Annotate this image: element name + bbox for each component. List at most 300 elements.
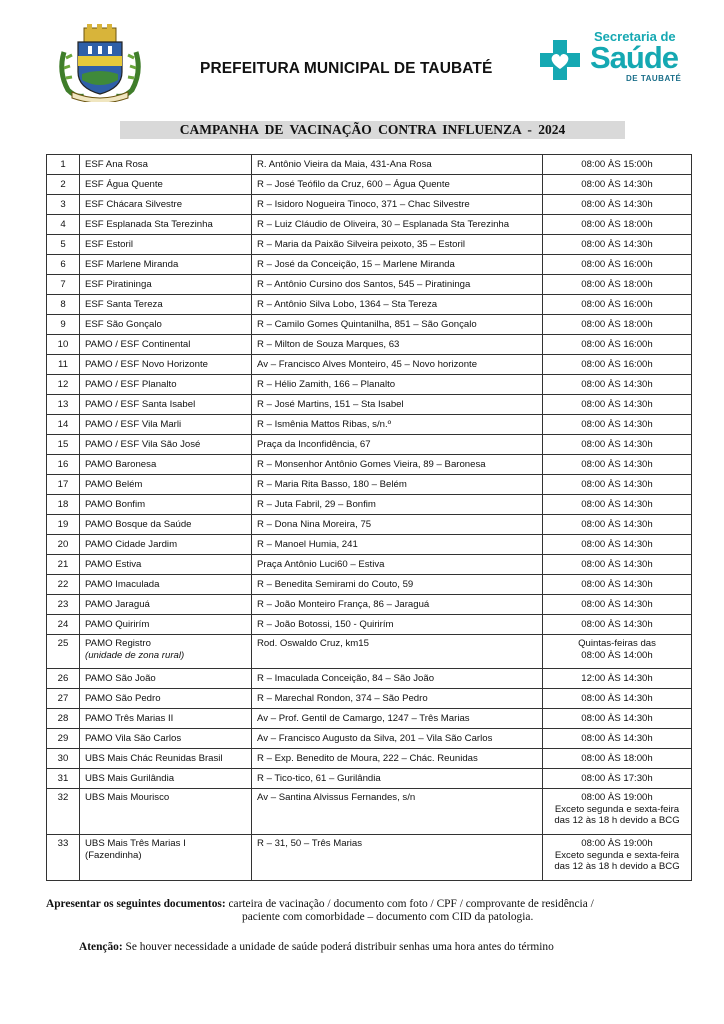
unit-name [80, 175, 252, 195]
unit-subtitle: (Fazendinha) [85, 849, 142, 861]
row-number-text: 24 [57, 619, 69, 631]
opening-hours-text: 08:00 ÀS 14:30h [581, 713, 653, 725]
table-row [47, 835, 692, 881]
table-row [47, 709, 692, 729]
row-number [47, 595, 80, 615]
table-row [47, 495, 692, 515]
row-number-text: 14 [57, 419, 69, 431]
opening-hours [543, 635, 692, 669]
unit-address [252, 275, 543, 295]
unit-name [80, 435, 252, 455]
row-number [47, 175, 80, 195]
row-number-text: 33 [57, 838, 69, 849]
unit-address-text: R – 31, 50 – Três Marias [257, 838, 363, 849]
attention-text: Se houver necessidade a unidade de saúde poderá distribuir senhas uma hora antes do término [122, 941, 554, 953]
unit-name [80, 195, 252, 215]
opening-hours [543, 689, 692, 709]
unit-name [80, 295, 252, 315]
unit-address-text: R – Antônio Silva Lobo, 1364 – Sta Tereza [257, 299, 438, 311]
page-title: PREFEITURA MUNICIPAL DE TAUBATÉ [200, 60, 493, 77]
unit-name-text: ESF Ana Rosa [85, 159, 148, 171]
unit-address [252, 335, 543, 355]
unit-name-text: PAMO Jaraguá [85, 599, 150, 611]
unit-address-text: R – Tico-tico, 61 – Gurilândia [257, 773, 381, 785]
row-number-text: 31 [57, 773, 69, 785]
opening-hours-text: 08:00 ÀS 18:00h [581, 319, 653, 331]
unit-name-text: PAMO / ESF Novo Horizonte [85, 359, 208, 371]
table-row [47, 195, 692, 215]
unit-address [252, 455, 543, 475]
unit-name [80, 709, 252, 729]
unit-address-text: R – Maria da Paixão Silveira peixoto, 35 – Estoril [257, 239, 465, 251]
unit-address-text: R. Antônio Vieira da Maia, 431-Ana Rosa [257, 159, 432, 171]
row-number-text: 19 [57, 519, 69, 531]
opening-hours [543, 175, 692, 195]
row-number-text: 30 [57, 753, 69, 765]
opening-hours [543, 729, 692, 749]
unit-name [80, 375, 252, 395]
row-number [47, 575, 80, 595]
opening-hours-text: 08:00 ÀS 18:00h [581, 753, 653, 765]
unit-name-text: PAMO Bonfim [85, 499, 146, 511]
unit-name-text: PAMO / ESF Vila Marli [85, 419, 182, 431]
opening-hours-text: 08:00 ÀS 14:30h [581, 539, 653, 551]
secretaria-saude-logo [538, 28, 708, 88]
row-number-text: 11 [58, 359, 68, 371]
unit-address [252, 295, 543, 315]
unit-name-text: UBS Mais Chác Reunidas Brasil [85, 753, 223, 765]
unit-name [80, 215, 252, 235]
row-number [47, 255, 80, 275]
row-number [47, 515, 80, 535]
table-row [47, 595, 692, 615]
row-number-text: 28 [57, 713, 69, 725]
opening-hours [543, 789, 692, 835]
table-row [47, 355, 692, 375]
opening-hours-text: 08:00 ÀS 14:30h [581, 479, 653, 491]
table-body [47, 155, 692, 881]
unit-name-text: PAMO São Pedro [85, 693, 161, 705]
row-number [47, 835, 80, 881]
row-number [47, 615, 80, 635]
unit-address-text: R – Marechal Rondon, 374 – São Pedro [257, 693, 428, 705]
unit-name-text: PAMO São João [85, 673, 156, 685]
unit-name-text: ESF Estoril [85, 239, 133, 251]
table-row [47, 235, 692, 255]
table-row [47, 515, 692, 535]
unit-address-text: R – Luiz Cláudio de Oliveira, 30 – Esplanada Sta Terezinha [257, 219, 510, 231]
opening-hours-text: 08:00 ÀS 14:30h [581, 733, 653, 745]
opening-hours-text: 08:00 ÀS 17:30h [581, 773, 653, 785]
row-number [47, 215, 80, 235]
unit-name [80, 515, 252, 535]
unit-address [252, 495, 543, 515]
row-number [47, 789, 80, 835]
row-number [47, 555, 80, 575]
opening-hours-text: 08:00 ÀS 14:30h [581, 619, 653, 631]
attention-note [79, 941, 554, 953]
opening-hours [543, 535, 692, 555]
unit-name-text: PAMO / ESF Santa Isabel [85, 399, 196, 411]
row-number [47, 235, 80, 255]
unit-name [80, 355, 252, 375]
unit-address-text: R – José Teófilo da Cruz, 600 – Água Quente [257, 179, 450, 191]
row-number [47, 395, 80, 415]
unit-address [252, 395, 543, 415]
table-row [47, 615, 692, 635]
documents-line-2: paciente com comorbidade – documento com CID da patologia. [242, 911, 534, 923]
unit-name-text: PAMO Registro [85, 638, 151, 649]
row-number [47, 295, 80, 315]
row-number [47, 355, 80, 375]
table-row [47, 275, 692, 295]
unit-name-text: ESF Água Quente [85, 179, 163, 191]
opening-hours [543, 395, 692, 415]
unit-address [252, 669, 543, 689]
row-number [47, 155, 80, 175]
unit-address-text: R – Maria Rita Basso, 180 – Belém [257, 479, 407, 491]
unit-name-text: UBS Mais Gurilândia [85, 773, 175, 785]
unit-address-text: R – Manoel Humia, 241 [257, 539, 358, 551]
opening-hours-text: 08:00 ÀS 14:30h [581, 559, 653, 571]
unit-note: (unidade de zona rural) [85, 649, 185, 661]
opening-hours [543, 315, 692, 335]
opening-hours-text: 08:00 ÀS 16:00h [581, 299, 653, 311]
unit-address [252, 155, 543, 175]
unit-address [252, 375, 543, 395]
unit-address [252, 315, 543, 335]
unit-address [252, 435, 543, 455]
table-row [47, 789, 692, 835]
table-row [47, 669, 692, 689]
row-number-text: 12 [57, 379, 69, 391]
row-number-text: 13 [57, 399, 69, 411]
opening-hours [543, 595, 692, 615]
opening-hours-text: 08:00 ÀS 18:00h [581, 279, 653, 291]
unit-name-text: ESF Chácara Silvestre [85, 199, 183, 211]
table-row [47, 535, 692, 555]
table-row [47, 395, 692, 415]
row-number-text: 3 [60, 199, 66, 211]
row-number [47, 195, 80, 215]
logo-text-taubate: DE TAUBATÉ [626, 74, 682, 83]
row-number [47, 335, 80, 355]
unit-address-text: R – Dona Nina Moreira, 75 [257, 519, 372, 531]
unit-name [80, 669, 252, 689]
unit-name [80, 235, 252, 255]
unit-address [252, 789, 543, 835]
table-row [47, 315, 692, 335]
opening-hours-text: 08:00 ÀS 14:30h [581, 439, 653, 451]
row-number [47, 275, 80, 295]
opening-hours-text: 08:00 ÀS 14:30h [581, 179, 653, 191]
unit-name [80, 155, 252, 175]
unit-address-text: R – Milton de Souza Marques, 63 [257, 339, 400, 351]
unit-name [80, 535, 252, 555]
table-row [47, 375, 692, 395]
opening-hours-text: 08:00 ÀS 18:00h [581, 219, 653, 231]
opening-hours [543, 709, 692, 729]
unit-name [80, 635, 252, 669]
table-row [47, 769, 692, 789]
unit-name [80, 495, 252, 515]
vaccination-sites-table [46, 154, 692, 881]
hours-note: 08:00 ÀS 14:00h [581, 649, 653, 661]
opening-hours [543, 495, 692, 515]
unit-address-text: Praça da Inconfidência, 67 [257, 439, 371, 451]
opening-hours [543, 769, 692, 789]
opening-hours-text: 08:00 ÀS 14:30h [581, 239, 653, 251]
row-number [47, 669, 80, 689]
unit-address [252, 835, 543, 881]
unit-name-text: PAMO Bosque da Saúde [85, 519, 192, 531]
opening-hours [543, 415, 692, 435]
unit-name-text: PAMO / ESF Continental [85, 339, 191, 351]
attention-label: Atenção: [79, 941, 123, 953]
opening-hours-text: 12:00 ÀS 14:30h [581, 673, 653, 685]
table-row [47, 635, 692, 669]
opening-hours-text: 08:00 ÀS 14:30h [581, 693, 653, 705]
campaign-title-bar [120, 121, 625, 139]
unit-address [252, 415, 543, 435]
table-row [47, 749, 692, 769]
opening-hours-text: 08:00 ÀS 16:00h [581, 359, 653, 371]
opening-hours-text: 08:00 ÀS 14:30h [581, 419, 653, 431]
taubate-crest-icon [54, 22, 146, 102]
row-number [47, 315, 80, 335]
row-number-text: 5 [60, 239, 66, 251]
unit-address [252, 355, 543, 375]
unit-name [80, 595, 252, 615]
opening-hours [543, 575, 692, 595]
unit-address [252, 475, 543, 495]
row-number [47, 435, 80, 455]
opening-hours-text: 08:00 ÀS 15:00h [581, 159, 653, 171]
row-number-text: 10 [57, 339, 69, 351]
unit-name [80, 455, 252, 475]
unit-address [252, 215, 543, 235]
unit-address-text: Av – Francisco Alves Monteiro, 45 – Novo horizonte [257, 359, 478, 371]
unit-name [80, 395, 252, 415]
table-row [47, 455, 692, 475]
row-number-text: 18 [57, 499, 69, 511]
row-number-text: 1 [60, 159, 66, 171]
row-number-text: 2 [60, 179, 66, 191]
row-number-text: 4 [60, 219, 66, 231]
table-row [47, 435, 692, 455]
row-number [47, 455, 80, 475]
unit-address [252, 615, 543, 635]
unit-name-text: PAMO / ESF Planalto [85, 379, 177, 391]
unit-name [80, 749, 252, 769]
opening-hours [543, 355, 692, 375]
unit-name-text: ESF São Gonçalo [85, 319, 162, 331]
row-number [47, 375, 80, 395]
table-row [47, 555, 692, 575]
row-number [47, 635, 80, 669]
unit-address [252, 235, 543, 255]
unit-name-text: PAMO Cidade Jardim [85, 539, 178, 551]
unit-name-text: PAMO Imaculada [85, 579, 160, 591]
unit-address [252, 555, 543, 575]
opening-hours-text: 08:00 ÀS 14:30h [581, 519, 653, 531]
unit-address [252, 689, 543, 709]
page-header [0, 0, 724, 110]
opening-hours-text: 08:00 ÀS 14:30h [581, 599, 653, 611]
unit-name [80, 555, 252, 575]
campaign-title: CAMPANHA DE VACINAÇÃO CONTRA INFLUENZA - 2024 [179, 122, 566, 137]
row-number-text: 32 [57, 792, 69, 803]
opening-hours [543, 295, 692, 315]
unit-address-text: R – Antônio Cursino dos Santos, 545 – Piratininga [257, 279, 471, 291]
opening-hours [543, 475, 692, 495]
table-row [47, 255, 692, 275]
unit-name-text: PAMO Três Marias II [85, 713, 174, 725]
row-number-text: 20 [57, 539, 69, 551]
unit-name [80, 255, 252, 275]
unit-address [252, 515, 543, 535]
opening-hours [543, 515, 692, 535]
table-row [47, 175, 692, 195]
row-number [47, 415, 80, 435]
unit-name-text: UBS Mais Três Marias I [85, 838, 186, 849]
table-row [47, 215, 692, 235]
opening-hours [543, 615, 692, 635]
opening-hours [543, 835, 692, 881]
table-row [47, 335, 692, 355]
opening-hours [543, 375, 692, 395]
required-documents-note [46, 898, 686, 924]
unit-name [80, 769, 252, 789]
unit-name [80, 415, 252, 435]
unit-address [252, 709, 543, 729]
row-number [47, 689, 80, 709]
unit-name-text: PAMO Estiva [85, 559, 142, 571]
unit-address-text: Av – Santina Alvissus Fernandes, s/n [257, 792, 416, 803]
unit-address [252, 749, 543, 769]
unit-address [252, 175, 543, 195]
opening-hours-text: 08:00 ÀS 16:00h [581, 259, 653, 271]
row-number-text: 21 [57, 559, 69, 571]
unit-name-text: PAMO Baronesa [85, 459, 157, 471]
unit-address [252, 535, 543, 555]
unit-address-text: R – Imaculada Conceição, 84 – São João [257, 673, 435, 685]
unit-name-text: ESF Marlene Miranda [85, 259, 179, 271]
unit-address-text: Av – Prof. Gentil de Camargo, 1247 – Três Marias [257, 713, 470, 725]
unit-address-text: Rod. Oswaldo Cruz, km15 [257, 638, 369, 649]
unit-address-text: Av – Francisco Augusto da Silva, 201 – Vila São Carlos [257, 733, 493, 745]
table-row [47, 415, 692, 435]
row-number [47, 729, 80, 749]
opening-hours-text: 08:00 ÀS 14:30h [581, 459, 653, 471]
opening-hours [543, 555, 692, 575]
unit-address-text: R – Camilo Gomes Quintanilha, 851 – São Gonçalo [257, 319, 477, 331]
unit-address-text: R – Ismênia Mattos Ribas, s/n.º [257, 419, 392, 431]
unit-name [80, 475, 252, 495]
unit-address-text: R – João Botossi, 150 - Quirirím [257, 619, 394, 631]
row-number [47, 535, 80, 555]
unit-address [252, 769, 543, 789]
opening-hours-text: 08:00 ÀS 19:00h [581, 792, 653, 803]
unit-address-text: R – Exp. Benedito de Moura, 222 – Chác. Reunidas [257, 753, 478, 765]
opening-hours-text: 08:00 ÀS 16:00h [581, 339, 653, 351]
unit-address-text: R – Benedita Semirami do Couto, 59 [257, 579, 414, 591]
hours-note: Exceto segunda e sexta-feira das 12 às 18 h devido a BCG [554, 803, 680, 826]
row-number-text: 23 [57, 599, 69, 611]
unit-name [80, 615, 252, 635]
opening-hours [543, 195, 692, 215]
row-number-text: 8 [60, 299, 66, 311]
unit-address-text: R – José Martins, 151 – Sta Isabel [257, 399, 404, 411]
opening-hours [543, 335, 692, 355]
table-row [47, 689, 692, 709]
logo-text-secretaria: Secretaria de [594, 29, 676, 44]
row-number-text: 17 [57, 479, 69, 491]
unit-address-text: R – Juta Fabril, 29 – Bonfim [257, 499, 376, 511]
row-number [47, 495, 80, 515]
documents-label: Apresentar os seguintes documentos: [46, 898, 226, 910]
unit-address-text: R – Isidoro Nogueira Tinoco, 371 – Chac Silvestre [257, 199, 470, 211]
row-number-text: 29 [57, 733, 69, 745]
opening-hours-text: Quintas-feiras das [578, 638, 656, 649]
table-row [47, 155, 692, 175]
opening-hours [543, 275, 692, 295]
opening-hours [543, 215, 692, 235]
unit-address-text: R – Monsenhor Antônio Gomes Vieira, 89 – Baronesa [257, 459, 486, 471]
opening-hours [543, 749, 692, 769]
row-number [47, 769, 80, 789]
opening-hours [543, 155, 692, 175]
opening-hours [543, 435, 692, 455]
health-cross-heart-icon [538, 38, 582, 82]
unit-address [252, 635, 543, 669]
row-number [47, 749, 80, 769]
hours-note: Exceto segunda e sexta-feira das 12 às 18 h devido a BCG [554, 849, 680, 872]
unit-name [80, 335, 252, 355]
opening-hours [543, 669, 692, 689]
row-number [47, 709, 80, 729]
unit-name [80, 789, 252, 835]
row-number-text: 6 [60, 259, 66, 271]
row-number [47, 475, 80, 495]
unit-name [80, 689, 252, 709]
opening-hours-text: 08:00 ÀS 14:30h [581, 199, 653, 211]
table-row [47, 475, 692, 495]
opening-hours [543, 255, 692, 275]
unit-address [252, 729, 543, 749]
unit-address [252, 595, 543, 615]
unit-address-text: R – José da Conceição, 15 – Marlene Miranda [257, 259, 455, 271]
unit-name [80, 575, 252, 595]
opening-hours-text: 08:00 ÀS 14:30h [581, 399, 653, 411]
opening-hours-text: 08:00 ÀS 14:30h [581, 379, 653, 391]
unit-address [252, 575, 543, 595]
row-number-text: 7 [60, 279, 66, 291]
table-row [47, 575, 692, 595]
opening-hours-text: 08:00 ÀS 19:00h [581, 838, 653, 849]
unit-name-text: UBS Mais Mourisco [85, 792, 170, 803]
opening-hours-text: 08:00 ÀS 14:30h [581, 579, 653, 591]
unit-name [80, 315, 252, 335]
unit-name [80, 275, 252, 295]
documents-line-1: carteira de vacinação / documento com foto / CPF / comprovante de residência / [225, 898, 594, 910]
opening-hours [543, 455, 692, 475]
unit-name [80, 729, 252, 749]
unit-name-text: ESF Santa Tereza [85, 299, 163, 311]
unit-name-text: PAMO Quirirím [85, 619, 150, 631]
unit-name-text: PAMO / ESF Vila São José [85, 439, 201, 451]
row-number-text: 16 [57, 459, 69, 471]
